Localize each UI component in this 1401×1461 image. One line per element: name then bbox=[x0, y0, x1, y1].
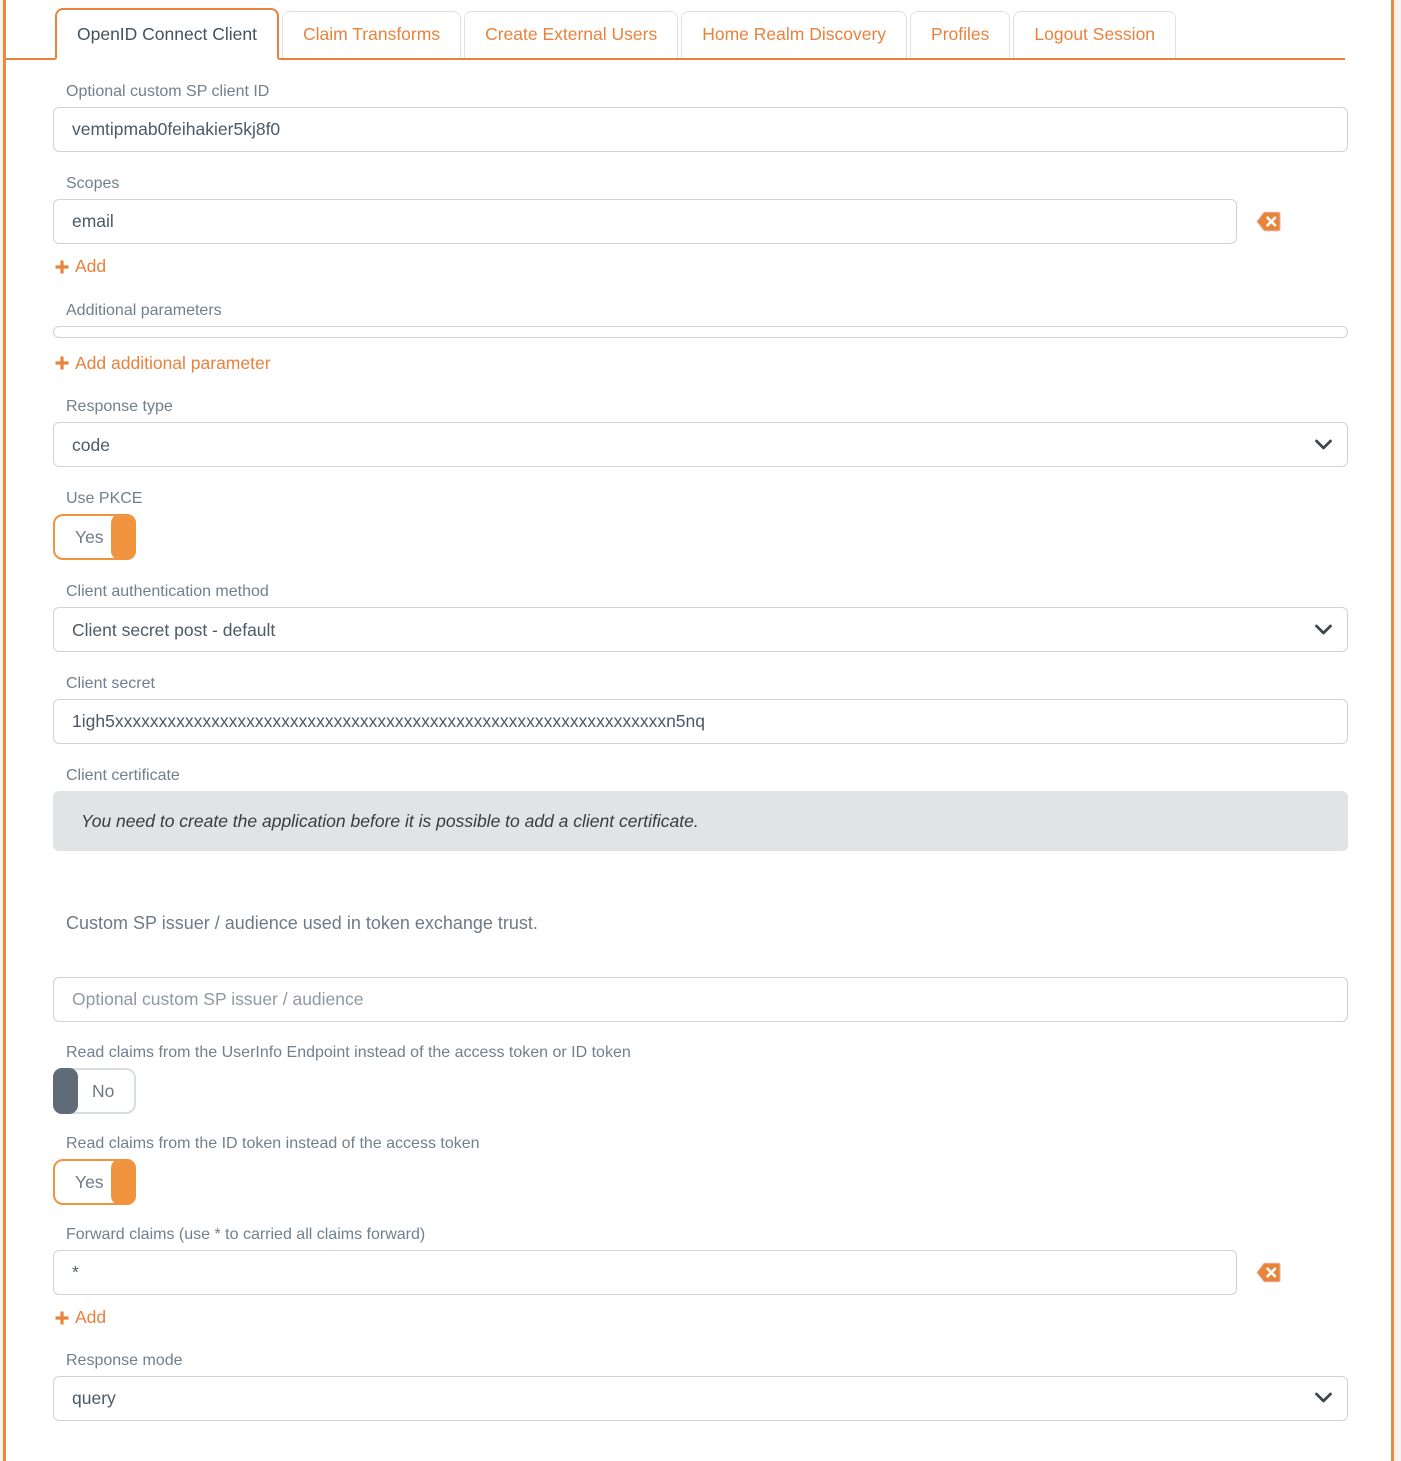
read-claims-id-token-toggle[interactable] bbox=[53, 1159, 136, 1205]
client-secret-input[interactable] bbox=[53, 699, 1348, 744]
page-container bbox=[3, 0, 1394, 1461]
additional-parameters-group bbox=[53, 302, 1348, 376]
toggle-state-label: Yes bbox=[75, 526, 104, 547]
client-auth-method-label: Client authentication method bbox=[66, 583, 269, 600]
client-id-group bbox=[53, 83, 1348, 152]
tab-openid-connect-client[interactable]: OpenID Connect Client bbox=[55, 8, 279, 60]
scope-input[interactable] bbox=[53, 199, 1237, 244]
read-claims-userinfo-label: Read claims from the UserInfo Endpoint instead of the access token or ID token bbox=[66, 1044, 631, 1061]
custom-sp-client-id-input[interactable] bbox=[53, 107, 1348, 152]
scopes-group bbox=[53, 175, 1348, 279]
scope-remove-button[interactable] bbox=[1256, 211, 1281, 232]
add-additional-parameter-button[interactable] bbox=[55, 353, 271, 374]
backspace-icon bbox=[1256, 1262, 1281, 1283]
use-pkce-group bbox=[53, 490, 1348, 560]
scopes-add-button[interactable] bbox=[55, 256, 106, 277]
client-certificate-info bbox=[53, 791, 1348, 851]
add-link-label: Add bbox=[75, 256, 107, 276]
plus-icon bbox=[55, 356, 69, 370]
response-mode-label: Response mode bbox=[66, 1351, 183, 1369]
response-type-select[interactable] bbox=[53, 422, 1348, 467]
forward-claims-add-button[interactable] bbox=[55, 1307, 106, 1328]
toggle-knob bbox=[53, 1068, 78, 1114]
add-link-label: Add bbox=[75, 1307, 107, 1327]
read-claims-userinfo-group bbox=[53, 1044, 1348, 1114]
client-auth-method-group bbox=[53, 583, 1348, 652]
add-link-label: Add additional parameter bbox=[75, 352, 271, 373]
custom-sp-issuer-group bbox=[53, 977, 1348, 1022]
forward-claim-remove-button[interactable] bbox=[1256, 1262, 1281, 1283]
backspace-icon bbox=[1256, 211, 1281, 232]
use-pkce-toggle[interactable] bbox=[53, 514, 136, 560]
client-certificate-group bbox=[53, 767, 1348, 851]
custom-sp-issuer-input[interactable] bbox=[53, 977, 1348, 1022]
custom-sp-issuer-description: Custom SP issuer / audience used in token exchange trust. bbox=[66, 913, 538, 933]
client-certificate-label: Client certificate bbox=[66, 767, 180, 784]
response-mode-group bbox=[53, 1352, 1348, 1421]
forward-claim-input[interactable] bbox=[53, 1250, 1237, 1295]
tab-bar bbox=[6, 8, 1345, 60]
tab-home-realm-discovery[interactable]: Home Realm Discovery bbox=[681, 11, 907, 58]
additional-parameters-label: Additional parameters bbox=[66, 301, 222, 319]
plus-icon bbox=[55, 260, 69, 274]
read-claims-id-token-label: Read claims from the ID token instead of the access token bbox=[66, 1135, 480, 1152]
read-claims-id-token-group bbox=[53, 1135, 1348, 1205]
read-claims-userinfo-toggle[interactable] bbox=[53, 1068, 136, 1114]
forward-claims-label: Forward claims (use * to carried all claims forward) bbox=[66, 1226, 426, 1243]
openid-client-form bbox=[6, 83, 1391, 1461]
tab-create-external-users[interactable]: Create External Users bbox=[464, 11, 678, 58]
use-pkce-label: Use PKCE bbox=[66, 490, 143, 507]
toggle-knob bbox=[111, 1159, 136, 1205]
client-auth-method-select[interactable] bbox=[53, 607, 1348, 652]
tab-logout-session[interactable]: Logout Session bbox=[1013, 11, 1176, 58]
client-certificate-info-text: You need to create the application before it is possible to add a client certificate. bbox=[81, 810, 699, 831]
client-secret-label: Client secret bbox=[66, 675, 155, 692]
response-type-group bbox=[53, 398, 1348, 467]
scopes-label: Scopes bbox=[66, 175, 120, 192]
response-mode-select[interactable] bbox=[53, 1376, 1348, 1421]
client-secret-group bbox=[53, 675, 1348, 744]
toggle-state-label: No bbox=[92, 1080, 115, 1101]
tab-profiles[interactable]: Profiles bbox=[910, 11, 1010, 58]
tab-claim-transforms[interactable]: Claim Transforms bbox=[282, 11, 461, 58]
response-type-label: Response type bbox=[66, 398, 173, 415]
plus-icon bbox=[55, 1311, 69, 1325]
toggle-state-label: Yes bbox=[75, 1171, 104, 1192]
additional-parameters-input[interactable] bbox=[53, 326, 1348, 338]
toggle-knob bbox=[111, 514, 136, 560]
forward-claims-group bbox=[53, 1226, 1348, 1330]
client-id-label: Optional custom SP client ID bbox=[66, 83, 270, 100]
